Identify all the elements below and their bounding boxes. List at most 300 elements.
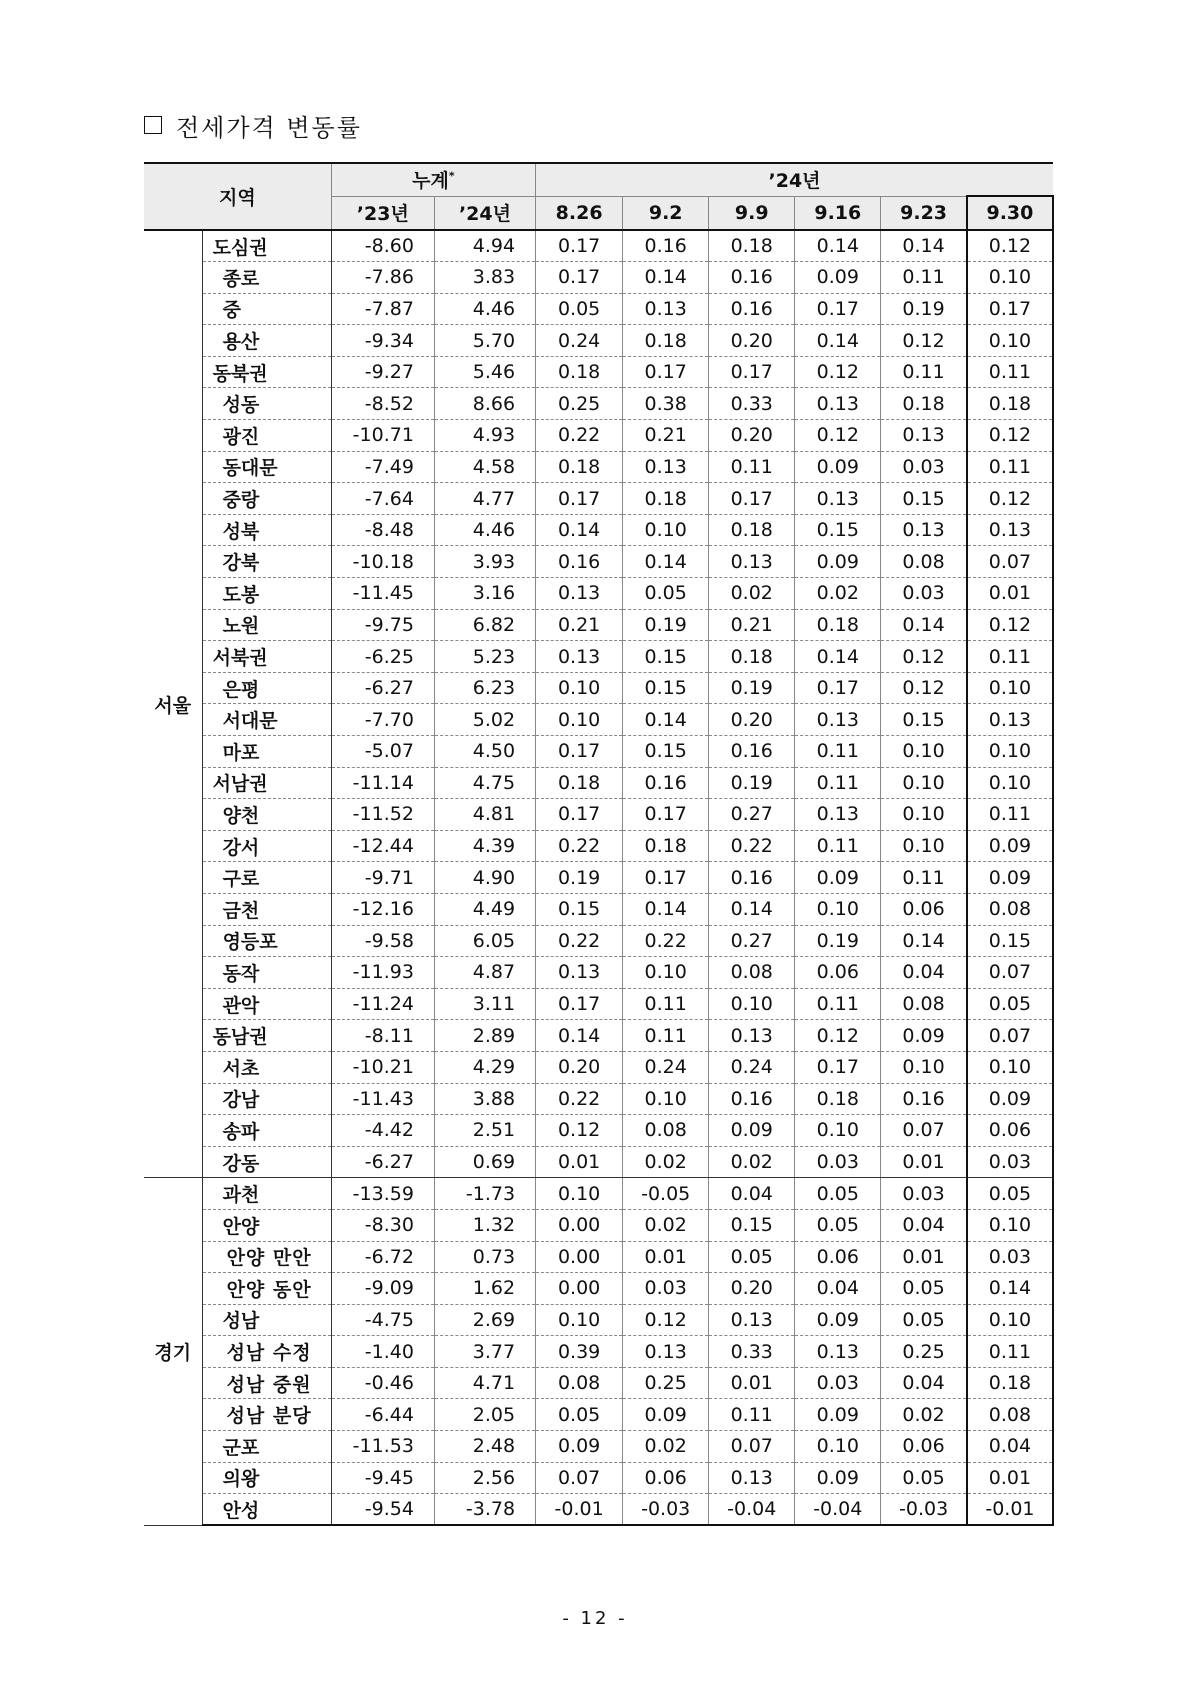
value-weekly: 0.09 (623, 1399, 709, 1431)
value-weekly: 0.08 (709, 957, 795, 989)
value-cumulative-24: 1.62 (434, 1273, 535, 1305)
value-weekly: 0.16 (536, 546, 623, 578)
section-title-text: 전세가격 변동률 (176, 113, 362, 142)
value-weekly: 0.10 (881, 767, 967, 799)
value-weekly: 0.14 (881, 925, 967, 957)
value-weekly: 0.11 (967, 356, 1053, 388)
table-row (144, 483, 1053, 515)
value-weekly: 0.00 (536, 1273, 623, 1305)
value-cumulative-23: -11.24 (331, 988, 434, 1020)
region-name: 강동 (202, 1146, 331, 1178)
value-weekly: 0.17 (536, 799, 623, 831)
value-weekly: 0.05 (536, 1399, 623, 1431)
region-name: 금천 (202, 893, 331, 925)
value-weekly: 0.13 (623, 1336, 709, 1368)
region-name: 은평 (202, 672, 331, 704)
value-weekly: 0.20 (709, 704, 795, 736)
value-weekly: 0.17 (623, 799, 709, 831)
region-name: 안양 동안 (202, 1273, 331, 1305)
value-weekly: 0.12 (623, 1304, 709, 1336)
value-weekly: 0.11 (795, 988, 881, 1020)
value-weekly: 0.09 (967, 862, 1053, 894)
value-weekly: 0.10 (536, 672, 623, 704)
region-name: 동북권 (202, 356, 331, 388)
value-weekly: 0.39 (536, 1336, 623, 1368)
value-cumulative-24: 2.48 (434, 1431, 535, 1463)
value-weekly: 0.05 (536, 293, 623, 325)
value-weekly: 0.17 (536, 483, 623, 515)
value-weekly: 0.07 (536, 1462, 623, 1494)
table-row (144, 325, 1053, 357)
value-weekly: 0.03 (881, 1178, 967, 1210)
value-cumulative-23: -9.45 (331, 1462, 434, 1494)
value-cumulative-24: 4.46 (434, 293, 535, 325)
value-weekly: 0.10 (967, 262, 1053, 294)
region-name: 중 (202, 293, 331, 325)
value-weekly: 0.11 (709, 451, 795, 483)
value-cumulative-24: 3.77 (434, 1336, 535, 1368)
table-row (144, 672, 1053, 704)
table-row (144, 736, 1053, 768)
header-week-latest: 9.30 (967, 196, 1053, 230)
value-weekly: 0.21 (623, 420, 709, 452)
value-weekly: 0.18 (623, 830, 709, 862)
value-cumulative-24: 4.75 (434, 767, 535, 799)
value-weekly: 0.14 (795, 325, 881, 357)
value-weekly: 0.09 (795, 862, 881, 894)
value-cumulative-23: -13.59 (331, 1178, 434, 1210)
value-weekly: 0.10 (536, 1178, 623, 1210)
region-name: 강남 (202, 1083, 331, 1115)
value-weekly: -0.03 (623, 1494, 709, 1526)
table-row (144, 1494, 1053, 1526)
value-weekly: -0.04 (795, 1494, 881, 1526)
value-weekly: 0.17 (536, 262, 623, 294)
value-cumulative-24: 4.87 (434, 957, 535, 989)
value-weekly: 0.09 (967, 830, 1053, 862)
table-row (144, 262, 1053, 294)
value-weekly: 0.10 (967, 1209, 1053, 1241)
value-weekly: 0.13 (623, 293, 709, 325)
table-row (144, 862, 1053, 894)
value-cumulative-24: 3.93 (434, 546, 535, 578)
value-cumulative-23: -8.11 (331, 1020, 434, 1052)
value-cumulative-23: -11.43 (331, 1083, 434, 1115)
table-row (144, 356, 1053, 388)
value-weekly: 0.13 (709, 1020, 795, 1052)
value-cumulative-23: -9.09 (331, 1273, 434, 1305)
value-weekly: 0.03 (795, 1146, 881, 1178)
value-weekly: 0.11 (795, 736, 881, 768)
value-cumulative-23: -8.52 (331, 388, 434, 420)
value-weekly: 0.11 (881, 862, 967, 894)
value-weekly: 0.10 (536, 704, 623, 736)
region-name: 서대문 (202, 704, 331, 736)
value-cumulative-23: -6.72 (331, 1241, 434, 1273)
table-row (144, 799, 1053, 831)
region-name: 강북 (202, 546, 331, 578)
page-number: - 12 - (562, 1608, 628, 1629)
table-row (144, 704, 1053, 736)
value-weekly: 0.02 (623, 1431, 709, 1463)
value-weekly: 0.01 (709, 1367, 795, 1399)
value-weekly: 0.18 (967, 1367, 1053, 1399)
table-row (144, 578, 1053, 610)
value-weekly: 0.07 (881, 1115, 967, 1147)
table-row (144, 925, 1053, 957)
value-weekly: 0.18 (881, 388, 967, 420)
table-row (144, 641, 1053, 673)
value-weekly: 0.14 (623, 893, 709, 925)
value-weekly: 0.14 (967, 1273, 1053, 1305)
value-weekly: 0.19 (709, 672, 795, 704)
value-cumulative-24: 3.88 (434, 1083, 535, 1115)
value-weekly: 0.25 (623, 1367, 709, 1399)
value-weekly: 0.14 (881, 230, 967, 262)
value-weekly: 0.13 (967, 704, 1053, 736)
value-weekly: 0.11 (967, 1336, 1053, 1368)
value-weekly: 0.10 (795, 893, 881, 925)
value-cumulative-24: 4.93 (434, 420, 535, 452)
value-weekly: 0.13 (536, 957, 623, 989)
value-weekly: 0.06 (623, 1462, 709, 1494)
value-cumulative-24: 3.83 (434, 262, 535, 294)
value-cumulative-24: 8.66 (434, 388, 535, 420)
value-weekly: 0.04 (795, 1273, 881, 1305)
value-weekly: 0.14 (795, 230, 881, 262)
value-weekly: 0.13 (967, 514, 1053, 546)
value-weekly: 0.13 (536, 578, 623, 610)
table-row (144, 1241, 1053, 1273)
value-weekly: 0.17 (536, 230, 623, 262)
value-weekly: 0.06 (967, 1115, 1053, 1147)
value-weekly: 0.01 (536, 1146, 623, 1178)
value-weekly: 0.19 (881, 293, 967, 325)
table-row (144, 957, 1053, 989)
value-cumulative-23: -6.25 (331, 641, 434, 673)
value-weekly: 0.11 (795, 830, 881, 862)
region-name: 성동 (202, 388, 331, 420)
value-weekly: 0.02 (623, 1209, 709, 1241)
value-cumulative-24: 4.39 (434, 830, 535, 862)
value-weekly: 0.17 (709, 356, 795, 388)
region-name: 군포 (202, 1431, 331, 1463)
value-weekly: 0.07 (967, 546, 1053, 578)
header-cumulative (331, 163, 535, 196)
value-weekly: 0.02 (709, 578, 795, 610)
table-row (144, 388, 1053, 420)
value-weekly: 0.05 (795, 1209, 881, 1241)
value-weekly: 0.09 (795, 1462, 881, 1494)
value-weekly: 0.22 (536, 925, 623, 957)
table-row (144, 1083, 1053, 1115)
region-name: 구로 (202, 862, 331, 894)
region-name: 과천 (202, 1178, 331, 1210)
value-cumulative-24: 1.32 (434, 1209, 535, 1241)
header-col-24: ’24년 (434, 196, 535, 230)
value-weekly: 0.20 (709, 1273, 795, 1305)
value-weekly: 0.11 (623, 1020, 709, 1052)
value-weekly: 0.16 (881, 1083, 967, 1115)
value-weekly: 0.12 (967, 483, 1053, 515)
region-name: 안성 (202, 1494, 331, 1526)
value-weekly: 0.05 (967, 1178, 1053, 1210)
value-weekly: 0.10 (623, 957, 709, 989)
value-cumulative-23: -9.34 (331, 325, 434, 357)
value-weekly: 0.11 (709, 1399, 795, 1431)
region-name: 강서 (202, 830, 331, 862)
value-weekly: 0.33 (709, 1336, 795, 1368)
value-weekly: 0.08 (881, 988, 967, 1020)
value-cumulative-24: 3.16 (434, 578, 535, 610)
value-weekly: 0.15 (536, 893, 623, 925)
value-weekly: 0.09 (795, 262, 881, 294)
value-weekly: 0.19 (709, 767, 795, 799)
table-row (144, 1304, 1053, 1336)
table-row (144, 1209, 1053, 1241)
value-weekly: 0.16 (709, 1083, 795, 1115)
region-name: 서북권 (202, 641, 331, 673)
region-name: 마포 (202, 736, 331, 768)
value-cumulative-24: 4.71 (434, 1367, 535, 1399)
value-weekly: 0.17 (709, 483, 795, 515)
value-weekly: 0.03 (967, 1146, 1053, 1178)
value-weekly: 0.24 (709, 1051, 795, 1083)
value-cumulative-24: -1.73 (434, 1178, 535, 1210)
value-cumulative-23: -11.52 (331, 799, 434, 831)
value-weekly: 0.06 (795, 1241, 881, 1273)
value-weekly: 0.12 (967, 230, 1053, 262)
value-cumulative-24: 5.02 (434, 704, 535, 736)
value-cumulative-23: -11.14 (331, 767, 434, 799)
value-weekly: 0.08 (881, 546, 967, 578)
value-weekly: 0.05 (795, 1178, 881, 1210)
value-weekly: 0.01 (967, 578, 1053, 610)
value-weekly: 0.05 (967, 988, 1053, 1020)
value-cumulative-23: -10.18 (331, 546, 434, 578)
table-row (144, 830, 1053, 862)
value-weekly: 0.13 (881, 514, 967, 546)
region-name: 성남 (202, 1304, 331, 1336)
table-row (144, 1178, 1053, 1210)
value-cumulative-23: -9.71 (331, 862, 434, 894)
value-weekly: 0.12 (536, 1115, 623, 1147)
value-weekly: 0.06 (881, 1431, 967, 1463)
value-weekly: 0.12 (967, 420, 1053, 452)
value-weekly: 0.10 (881, 799, 967, 831)
region-name: 안양 (202, 1209, 331, 1241)
value-weekly: 0.19 (623, 609, 709, 641)
value-weekly: 0.09 (795, 1304, 881, 1336)
value-cumulative-24: 4.29 (434, 1051, 535, 1083)
value-weekly: 0.11 (623, 988, 709, 1020)
header-week: 9.23 (881, 196, 967, 230)
value-weekly: 0.13 (795, 799, 881, 831)
value-weekly: 0.07 (709, 1431, 795, 1463)
value-weekly: 0.13 (709, 546, 795, 578)
table-row (144, 1336, 1053, 1368)
header-cumulative-mark: * (448, 169, 455, 183)
region-name: 도심권 (202, 230, 331, 262)
value-weekly: 0.14 (709, 893, 795, 925)
value-weekly: 0.13 (795, 1336, 881, 1368)
value-weekly: 0.24 (623, 1051, 709, 1083)
table-row (144, 1273, 1053, 1305)
header-week: 8.26 (536, 196, 623, 230)
value-cumulative-24: 0.69 (434, 1146, 535, 1178)
value-weekly: 0.09 (795, 1399, 881, 1431)
table-row (144, 1146, 1053, 1178)
value-cumulative-23: -1.40 (331, 1336, 434, 1368)
region-group-label: 경기 (144, 1178, 202, 1526)
table-body (144, 230, 1053, 1525)
value-weekly: 0.27 (709, 799, 795, 831)
region-name: 동작 (202, 957, 331, 989)
table-row (144, 514, 1053, 546)
value-cumulative-24: 4.81 (434, 799, 535, 831)
value-cumulative-23: -11.45 (331, 578, 434, 610)
region-name: 성남 수정 (202, 1336, 331, 1368)
value-cumulative-23: -7.49 (331, 451, 434, 483)
value-weekly: 0.13 (795, 483, 881, 515)
value-weekly: 0.09 (881, 1020, 967, 1052)
value-weekly: 0.18 (967, 388, 1053, 420)
value-weekly: 0.16 (623, 230, 709, 262)
value-weekly: 0.10 (881, 736, 967, 768)
value-weekly: 0.27 (709, 925, 795, 957)
value-cumulative-23: -4.75 (331, 1304, 434, 1336)
value-weekly: 0.02 (795, 578, 881, 610)
value-weekly: 0.14 (795, 641, 881, 673)
value-cumulative-23: -0.46 (331, 1367, 434, 1399)
value-cumulative-23: -7.87 (331, 293, 434, 325)
table-row (144, 420, 1053, 452)
value-weekly: 0.05 (881, 1462, 967, 1494)
value-cumulative-24: 4.49 (434, 893, 535, 925)
value-weekly: 0.10 (967, 1304, 1053, 1336)
region-name: 영등포 (202, 925, 331, 957)
value-cumulative-24: 2.69 (434, 1304, 535, 1336)
value-weekly: 0.22 (709, 830, 795, 862)
value-cumulative-23: -8.48 (331, 514, 434, 546)
value-cumulative-24: 2.89 (434, 1020, 535, 1052)
region-name: 서초 (202, 1051, 331, 1083)
value-weekly: -0.05 (623, 1178, 709, 1210)
value-weekly: 0.01 (623, 1241, 709, 1273)
value-weekly: 0.18 (623, 325, 709, 357)
region-name: 노원 (202, 609, 331, 641)
value-cumulative-23: -6.27 (331, 672, 434, 704)
value-weekly: 0.11 (967, 451, 1053, 483)
value-cumulative-23: -9.54 (331, 1494, 434, 1526)
value-weekly: 0.16 (709, 262, 795, 294)
value-cumulative-24: 0.73 (434, 1241, 535, 1273)
value-weekly: 0.20 (709, 420, 795, 452)
value-weekly: 0.10 (795, 1115, 881, 1147)
value-weekly: 0.17 (623, 862, 709, 894)
region-name: 성북 (202, 514, 331, 546)
value-weekly: 0.04 (881, 957, 967, 989)
table-row (144, 451, 1053, 483)
header-week: 9.16 (795, 196, 881, 230)
header-col-23: ’23년 (331, 196, 434, 230)
value-weekly: 0.18 (709, 230, 795, 262)
table-row (144, 1431, 1053, 1463)
region-name: 종로 (202, 262, 331, 294)
value-weekly: 0.08 (536, 1367, 623, 1399)
value-cumulative-23: -8.30 (331, 1209, 434, 1241)
value-weekly: 0.15 (709, 1209, 795, 1241)
value-weekly: 0.04 (881, 1367, 967, 1399)
value-cumulative-23: -12.16 (331, 893, 434, 925)
value-weekly: 0.01 (967, 1462, 1053, 1494)
value-cumulative-23: -4.42 (331, 1115, 434, 1147)
value-weekly: 0.10 (967, 672, 1053, 704)
value-weekly: 0.19 (795, 925, 881, 957)
value-weekly: 0.18 (536, 356, 623, 388)
value-weekly: 0.05 (881, 1304, 967, 1336)
value-cumulative-24: 4.46 (434, 514, 535, 546)
value-cumulative-24: 4.58 (434, 451, 535, 483)
value-weekly: 0.17 (795, 293, 881, 325)
value-weekly: 0.10 (623, 514, 709, 546)
region-name: 성남 중원 (202, 1367, 331, 1399)
value-weekly: 0.25 (536, 388, 623, 420)
value-weekly: 0.18 (623, 483, 709, 515)
value-weekly: 0.03 (881, 451, 967, 483)
value-weekly: 0.13 (709, 1304, 795, 1336)
value-weekly: 0.02 (881, 1399, 967, 1431)
value-weekly: 0.11 (967, 799, 1053, 831)
value-weekly: -0.04 (709, 1494, 795, 1526)
value-cumulative-24: 6.23 (434, 672, 535, 704)
value-cumulative-24: 5.46 (434, 356, 535, 388)
value-weekly: 0.08 (967, 1399, 1053, 1431)
value-cumulative-23: -5.07 (331, 736, 434, 768)
value-weekly: 0.06 (795, 957, 881, 989)
value-weekly: 0.03 (881, 578, 967, 610)
value-weekly: 0.14 (881, 609, 967, 641)
section-title (144, 108, 362, 142)
value-weekly: 0.16 (709, 736, 795, 768)
table-row (144, 1367, 1053, 1399)
value-weekly: 0.03 (795, 1367, 881, 1399)
value-weekly: 0.05 (623, 578, 709, 610)
value-cumulative-23: -6.27 (331, 1146, 434, 1178)
value-weekly: 0.12 (795, 1020, 881, 1052)
value-weekly: 0.10 (536, 1304, 623, 1336)
value-cumulative-24: 5.70 (434, 325, 535, 357)
table-row (144, 546, 1053, 578)
value-weekly: 0.24 (536, 325, 623, 357)
value-weekly: 0.10 (881, 830, 967, 862)
value-cumulative-23: -11.93 (331, 957, 434, 989)
value-weekly: 0.17 (967, 293, 1053, 325)
value-weekly: 0.11 (967, 641, 1053, 673)
region-name: 안양 만안 (202, 1241, 331, 1273)
value-weekly: 0.04 (709, 1178, 795, 1210)
value-cumulative-23: -12.44 (331, 830, 434, 862)
value-cumulative-24: 2.05 (434, 1399, 535, 1431)
table-row (144, 1020, 1053, 1052)
value-weekly: 0.22 (536, 420, 623, 452)
value-cumulative-23: -9.58 (331, 925, 434, 957)
value-cumulative-24: 4.90 (434, 862, 535, 894)
table-row (144, 293, 1053, 325)
value-weekly: 0.12 (967, 609, 1053, 641)
value-cumulative-23: -9.75 (331, 609, 434, 641)
value-weekly: 0.16 (623, 767, 709, 799)
